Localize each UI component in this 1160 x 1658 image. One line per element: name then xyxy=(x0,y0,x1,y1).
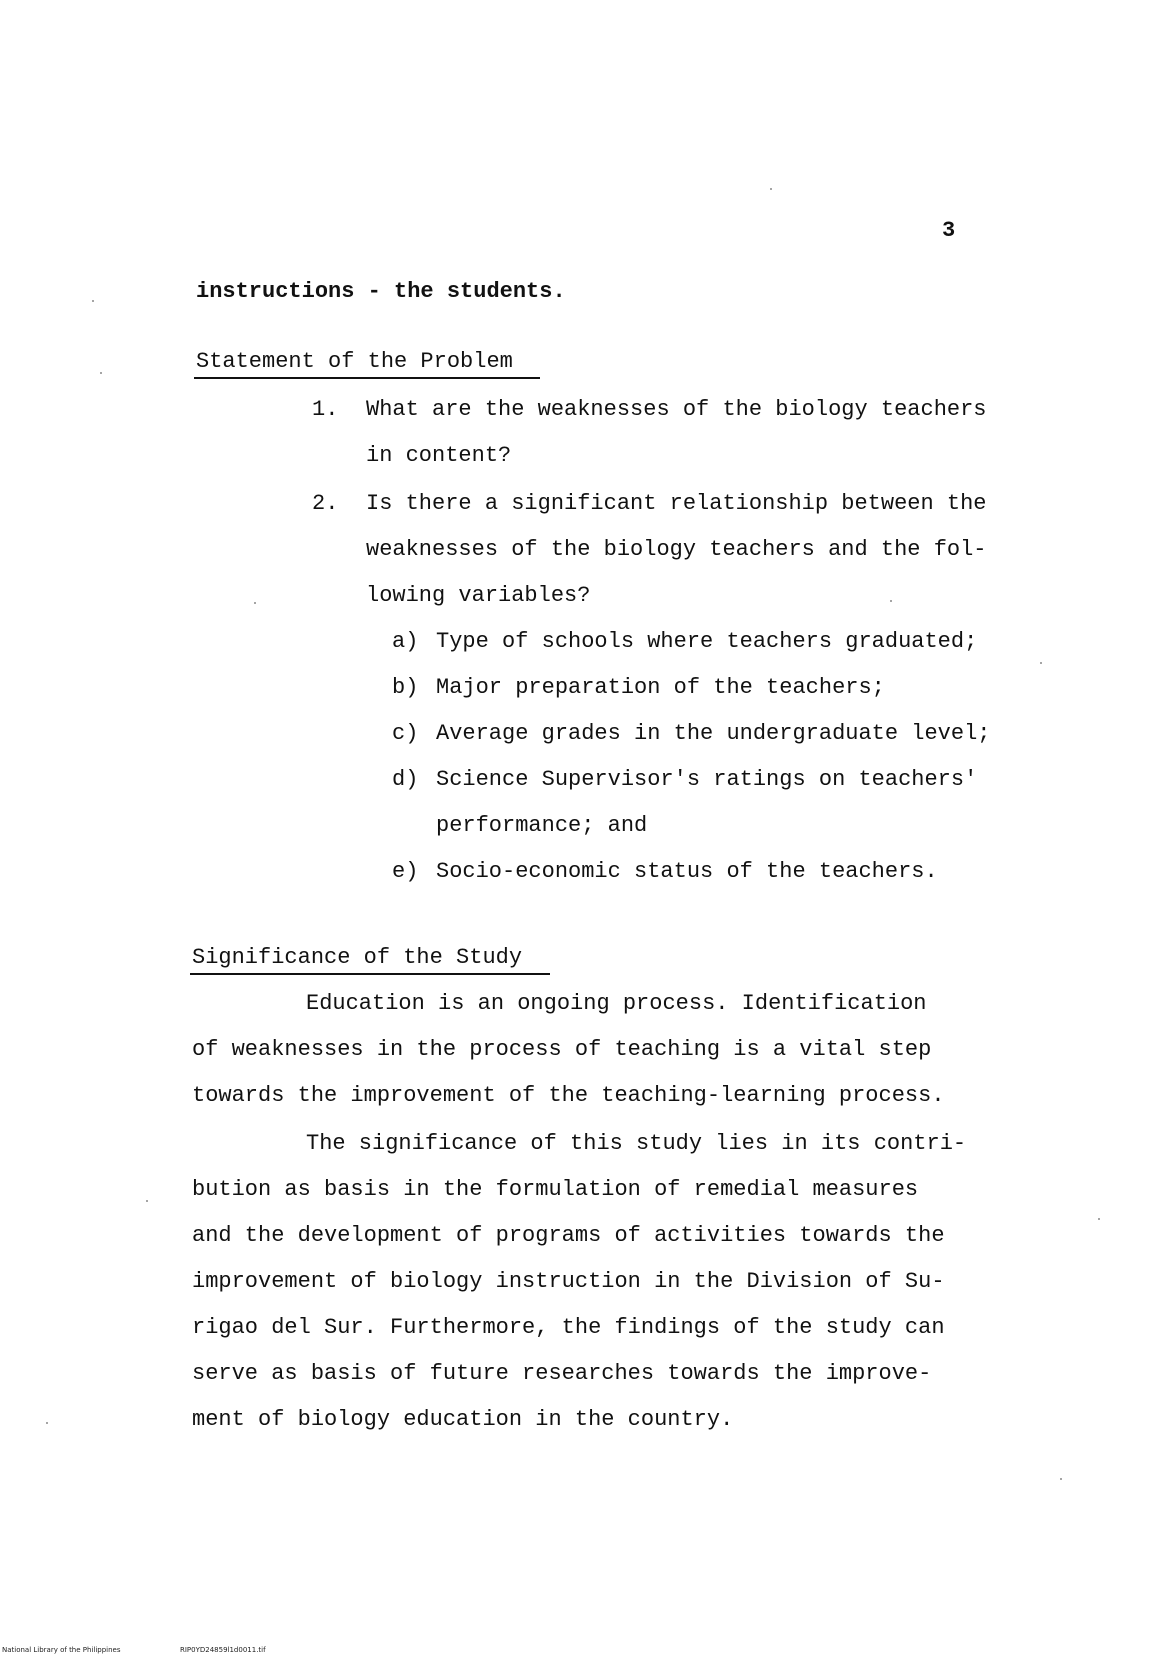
question-1-line-1: What are the weaknesses of the biology teachers xyxy=(366,397,987,422)
scan-speck xyxy=(770,188,772,190)
para2-line-7: ment of biology education in the country. xyxy=(192,1407,734,1432)
para2-line-1: The significance of this study lies in its contri- xyxy=(306,1131,967,1156)
para2-line-5: rigao del Sur. Furthermore, the findings of the study can xyxy=(192,1315,945,1340)
variable-d-continuation: performance; and xyxy=(436,813,648,838)
para1-line-2: of weaknesses in the process of teaching is a vital step xyxy=(192,1037,932,1062)
scan-speck xyxy=(1040,662,1042,664)
para2-line-6: serve as basis of future researches towards the improve- xyxy=(192,1361,932,1386)
question-2-number: 2. xyxy=(312,491,339,516)
scan-speck xyxy=(100,372,102,374)
significance-heading: Significance of the Study xyxy=(192,945,523,970)
variable-b-text: Major preparation of the teachers; xyxy=(436,675,885,700)
scan-speck xyxy=(890,600,892,602)
question-2-line-3: lowing variables? xyxy=(366,583,591,608)
scan-speck xyxy=(1060,1478,1062,1480)
variable-c-letter: c) xyxy=(392,721,419,746)
scan-speck xyxy=(46,1422,48,1424)
variable-d-letter: d) xyxy=(392,767,419,792)
variable-a-text: Type of schools where teachers graduated; xyxy=(436,629,978,654)
significance-heading-underline xyxy=(190,973,550,975)
para1-line-1: Education is an ongoing process. Identification xyxy=(306,991,927,1016)
footer-library: National Library of the Philippines xyxy=(2,1646,121,1654)
question-1-number: 1. xyxy=(312,397,339,422)
scan-speck xyxy=(146,1200,148,1202)
para1-line-3: towards the improvement of the teaching-learning process. xyxy=(192,1083,945,1108)
scan-speck xyxy=(1098,1218,1100,1220)
question-2-line-1: Is there a significant relationship between the xyxy=(366,491,987,516)
statement-heading-underline xyxy=(194,377,540,379)
scan-speck xyxy=(92,300,94,302)
para2-line-2: bution as basis in the formulation of remedial measures xyxy=(192,1177,919,1202)
variable-d-text: Science Supervisor's ratings on teachers' xyxy=(436,767,978,792)
variable-e-text: Socio-economic status of the teachers. xyxy=(436,859,938,884)
continuation-line: instructions - the students. xyxy=(196,279,566,304)
question-1-line-2: in content? xyxy=(366,443,512,468)
question-2-line-2: weaknesses of the biology teachers and the fol- xyxy=(366,537,987,562)
variable-c-text: Average grades in the undergraduate level; xyxy=(436,721,991,746)
footer-filename: RIP0YD24859l1d0011.tif xyxy=(180,1646,266,1654)
page-number: 3 xyxy=(942,218,956,243)
scan-speck xyxy=(254,602,256,604)
variable-a-letter: a) xyxy=(392,629,419,654)
variable-b-letter: b) xyxy=(392,675,419,700)
para2-line-3: and the development of programs of activities towards the xyxy=(192,1223,945,1248)
para2-line-4: improvement of biology instruction in the Division of Su- xyxy=(192,1269,945,1294)
statement-heading: Statement of the Problem xyxy=(196,349,513,374)
variable-e-letter: e) xyxy=(392,859,419,884)
